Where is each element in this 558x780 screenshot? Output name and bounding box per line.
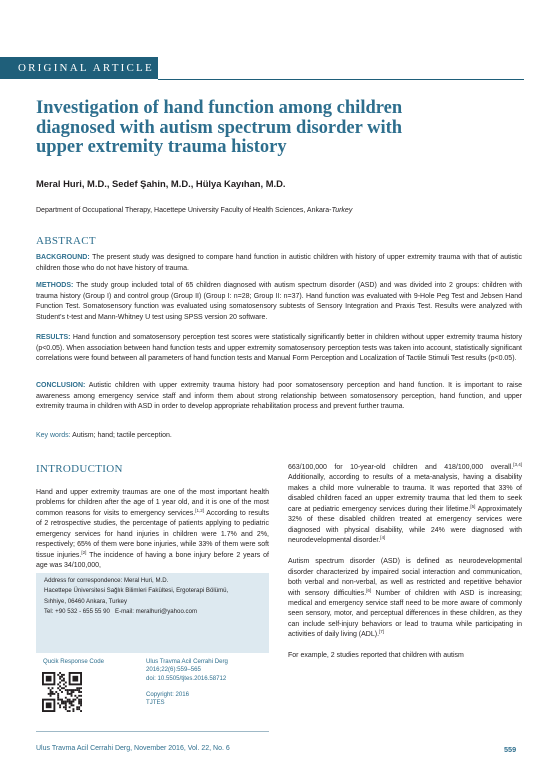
abstract-background xyxy=(36,253,522,274)
intro-paragraph: For example, 2 studies reported that children with autism xyxy=(288,652,464,660)
citation: [4] xyxy=(380,535,386,541)
methods-text: The study group included total of 65 children diagnosed with autism spectrum disorder (ASD) and was divided into 2 groups: children with trauma history (Group I) and control group (Group II) (Group I: n=28; Group II: n=37). Hand function was evaluated with 9-Hole Peg Test and Jebsen Hand Function Test. Somatosensory function was evaluated using somatosensory subtests of Sensory Integration and Praxis Test. Results were analyzed with Student's t-test and Mann-Whitney U test using SPSS version 20 software. xyxy=(36,282,522,321)
article-info-panel xyxy=(36,653,269,732)
copyright: Copyright: 2016 xyxy=(146,691,190,699)
authors: Meral Huri, M.D., Sedef Şahin, M.D., Hülya Kayıhan, M.D. xyxy=(36,178,286,189)
results-label: RESULTS: xyxy=(36,334,71,341)
results-text: Hand function and somatosensory perception test scores were statistically significantly better in children without upper extremity trauma history (p<0.05). When association between hand function tests and upper extremity somatosensory perception tests was taken into account, statistically significant correlations were found between all parameters of hand function tests and Manual Form Perception and Localization of Tactile Stimuli Test results (p<0.05). xyxy=(36,334,522,363)
correspondence-box xyxy=(36,573,269,653)
correspondence-email[interactable]: E-mail: meralhuri@yahoo.com xyxy=(115,608,198,616)
footer-citation: Ulus Travma Acil Cerrahi Derg, November 2016, Vol. 22, No. 6 xyxy=(36,745,230,752)
affiliation-text: Department of Occupational Therapy, Hacettepe University Faculty of Health Sciences, Ankara- xyxy=(36,207,332,214)
correspondence-address: Hacettepe Üniversitesi Sağlık Bilimleri Fakültesi, Ergoterapi Bölümü, xyxy=(44,587,229,595)
affiliation-country: Turkey xyxy=(331,207,353,214)
abstract-conclusion xyxy=(36,381,522,413)
journal-name: Ulus Travma Acil Cerrahi Derg xyxy=(146,658,228,665)
correspondence-address: Sıhhiye, 06460 Ankara, Turkey xyxy=(44,597,127,605)
citation: [7] xyxy=(379,629,385,635)
abstract-heading: ABSTRACT xyxy=(36,235,96,247)
intro-paragraph: 663/100,000 for 10-year-old children and 418/100,000 overall.[3,4] Additionally, according to results of a meta-analysis, having a disability makes a child more vulnerable to trauma. It was reported that 33% of disabled children faced an upper extremity trauma that led them to seek care at pediatric emergency services during their lifetime.[5] Approximately 32% of these disabled children treated at emergency services were diagnosed with physical disability, while 24% were diagnosed with neurodevelopmental disorder.[4] xyxy=(288,462,522,545)
citation-info xyxy=(146,658,228,708)
intro-paragraph: Hand and upper extremity traumas are one of the most important health problems for children after the age of 1 year old, and it is one of the most common reasons for visits to emergency services.[1,2] According to results of 2 retrospective studies, the percentage of patients applying to pediatric emergency services for hand injuries in children were 1.7% and 2%, respectively; 65% of them were bone injuries, while 33% of them were soft tissue injuries.[2] The incidence of having a bone injury before 2 years of age was 34/100,000, xyxy=(36,489,269,570)
conclusion-label: CONCLUSION: xyxy=(36,382,86,389)
citation: [6] xyxy=(366,587,372,593)
journal-volume: 2016;22(6):559–565 xyxy=(146,666,201,674)
title-line: Investigation of hand function among children xyxy=(36,98,403,118)
intro-column-right xyxy=(288,463,522,662)
intro-paragraph: Autism spectrum disorder (ASD) is defined as neurodevelopmental disorder characterized by impaired social interaction and communication, both verbal and non-verbal, as well as restricted and repetitive behavior with sensory difficulties.[6] Number of children with ASD is increasing; medical and emergency service staff need to be more aware of commonly seen sensory, motor, and perceptual differences in these children, as they can include self-injury behaviors or lead to trauma while participating in activities of daily living (ADL).[7] xyxy=(288,558,522,639)
intro-column-left xyxy=(36,488,269,572)
title-line: upper extremity trauma history xyxy=(36,137,287,157)
section-banner: ORIGINAL ARTICLE xyxy=(0,57,158,79)
keywords xyxy=(36,431,522,442)
background-label: BACKGROUND: xyxy=(36,254,90,261)
title-line: diagnosed with autism spectrum disorder with xyxy=(36,117,403,138)
qr-code-icon[interactable] xyxy=(42,672,82,712)
conclusion-text: Autistic children with upper extremity trauma history had poor somatosensory perception and hand function. It is important to raise awareness among emergency service staff and inform them about strong relationship between somatosensory perception, hand function, and upper extremity trauma in children with ASD in order to develop appropriate rehabilitation process and prevent further trauma. xyxy=(36,382,522,411)
article-title xyxy=(36,99,496,158)
page-number: 559 xyxy=(504,745,517,754)
abstract-results xyxy=(36,333,522,365)
qr-label: Qucik Response Code xyxy=(43,658,104,665)
doi[interactable]: doi: 10.5505/tjtes.2016.58712 xyxy=(146,674,227,682)
citation: [2] xyxy=(81,549,87,555)
citation: [3,4] xyxy=(513,462,522,467)
keywords-text: Autism; hand; tactile perception. xyxy=(70,432,172,439)
introduction-heading: INTRODUCTION xyxy=(36,463,123,475)
correspondence-label: Address for correspondence: xyxy=(44,577,124,584)
banner-rule xyxy=(158,79,524,80)
methods-label: METHODS: xyxy=(36,282,74,289)
publisher: TJTES xyxy=(146,699,165,707)
citation: [1,2] xyxy=(195,507,204,513)
correspondence-name: Meral Huri, M.D. xyxy=(123,577,169,584)
affiliation xyxy=(36,207,352,214)
background-text: The present study was designed to compare hand function in autistic children with history of upper extremity trauma with that of autistic children those who do not have history of trauma. xyxy=(36,254,522,272)
citation: [5] xyxy=(470,503,476,509)
correspondence-phone: Tel: +90 532 - 655 55 90 xyxy=(44,608,110,616)
keywords-label: Key words: xyxy=(36,432,71,439)
abstract-methods xyxy=(36,281,522,323)
